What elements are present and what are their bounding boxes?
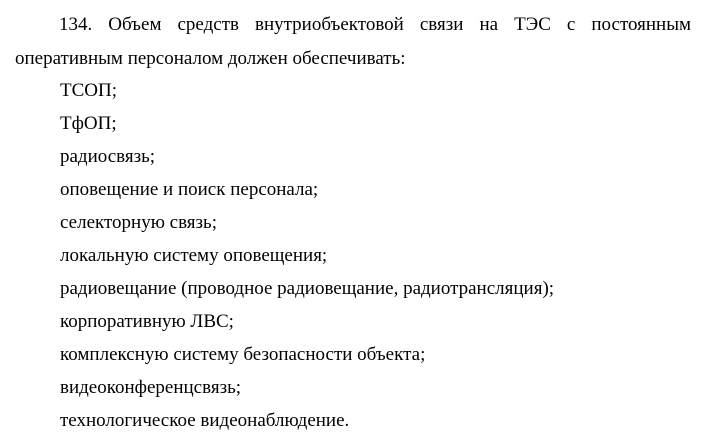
list-item: корпоративную ЛВС; (60, 311, 234, 332)
intro-paragraph (15, 15, 691, 68)
intro-line-1: 134. Объем средств внутриобъектовой связи на ТЭС с постоянным (59, 14, 691, 35)
list-item: видеоконференцсвязь; (60, 377, 242, 398)
list-item: ТфОП; (60, 113, 117, 134)
requirements-list (60, 81, 554, 444)
list-item: радиосвязь; (60, 146, 156, 167)
list-item: радиовещание (проводное радиовещание, радиотрансляция); (60, 278, 555, 299)
list-item: оповещение и поиск персонала; (60, 179, 319, 200)
intro-line-2: оперативным персоналом должен обеспечивать: (15, 48, 406, 69)
list-item: локальную систему оповещения; (60, 245, 328, 266)
list-item: селекторную связь; (60, 212, 218, 233)
list-item: технологическое видеонаблюдение. (60, 410, 350, 431)
list-item: комплексную систему безопасности объекта; (60, 344, 426, 365)
list-item: ТСОП; (60, 80, 117, 101)
